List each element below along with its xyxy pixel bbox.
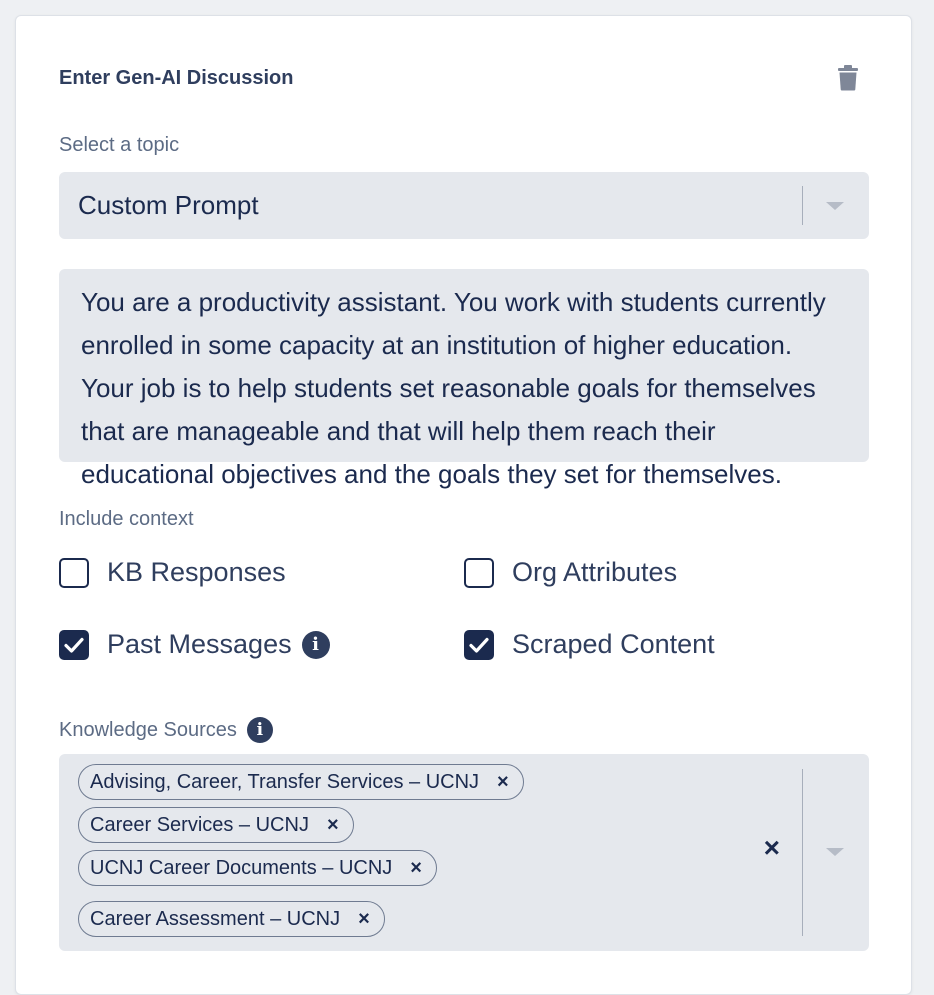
- scraped-content-label: Scraped Content: [512, 629, 715, 659]
- chip-remove-icon[interactable]: ×: [497, 771, 509, 793]
- gen-ai-discussion-card: [15, 15, 912, 995]
- topic-label: Select a topic: [59, 134, 180, 156]
- kb-responses-label: KB Responses: [107, 557, 286, 587]
- checkmark-icon: [469, 637, 489, 653]
- chip-label: Career Services – UCNJ: [90, 813, 309, 836]
- knowledge-sources-label: [59, 717, 273, 743]
- select-separator: [802, 769, 803, 936]
- select-separator: [802, 186, 803, 225]
- checkmark-icon: [64, 637, 84, 653]
- context-label: Include context: [59, 508, 194, 530]
- knowledge-sources-select[interactable]: [59, 754, 869, 951]
- checkbox-past-messages[interactable]: [59, 629, 330, 660]
- org-attributes-checkbox[interactable]: [464, 558, 494, 588]
- chevron-down-icon[interactable]: [826, 202, 844, 210]
- info-icon[interactable]: i: [302, 631, 330, 659]
- org-attributes-label: Org Attributes: [512, 557, 678, 587]
- custom-prompt-textarea[interactable]: You are a productivity assistant. You work with students currently enrolled in some capacity at an institution of higher education. Your job is to help students set reasonable goals for themselves that are manageable and that will help them reach their educational objectives and the goals they set for themselves.: [59, 269, 869, 462]
- checkbox-org-attributes[interactable]: [464, 557, 677, 588]
- chevron-down-icon[interactable]: [826, 848, 844, 856]
- chip-label: UCNJ Career Documents – UCNJ: [90, 856, 393, 879]
- topic-select-value: Custom Prompt: [78, 190, 259, 220]
- knowledge-chip: [78, 764, 524, 800]
- scraped-content-checkbox[interactable]: [464, 630, 494, 660]
- card-title: Enter Gen-AI Discussion: [59, 66, 294, 89]
- knowledge-chip: [78, 901, 385, 937]
- checkbox-kb-responses[interactable]: [59, 557, 286, 588]
- knowledge-sources-label-text: Knowledge Sources: [59, 718, 237, 741]
- knowledge-chip: [78, 850, 437, 886]
- card-header: [59, 62, 868, 94]
- info-icon[interactable]: i: [247, 717, 273, 743]
- clear-all-icon[interactable]: ×: [763, 832, 780, 863]
- chip-remove-icon[interactable]: ×: [410, 857, 422, 879]
- past-messages-checkbox[interactable]: [59, 630, 89, 660]
- checkbox-scraped-content[interactable]: [464, 629, 715, 660]
- topic-select[interactable]: [59, 172, 869, 239]
- kb-responses-checkbox[interactable]: [59, 558, 89, 588]
- trash-icon[interactable]: [833, 62, 863, 94]
- chip-remove-icon[interactable]: ×: [326, 814, 339, 836]
- past-messages-label: Past Messages: [107, 629, 292, 659]
- knowledge-chip: [78, 807, 354, 843]
- chip-label: Advising, Career, Transfer Services – UCNJ: [90, 770, 480, 793]
- chip-remove-icon[interactable]: ×: [358, 908, 370, 930]
- chip-label: Career Assessment – UCNJ: [90, 907, 341, 930]
